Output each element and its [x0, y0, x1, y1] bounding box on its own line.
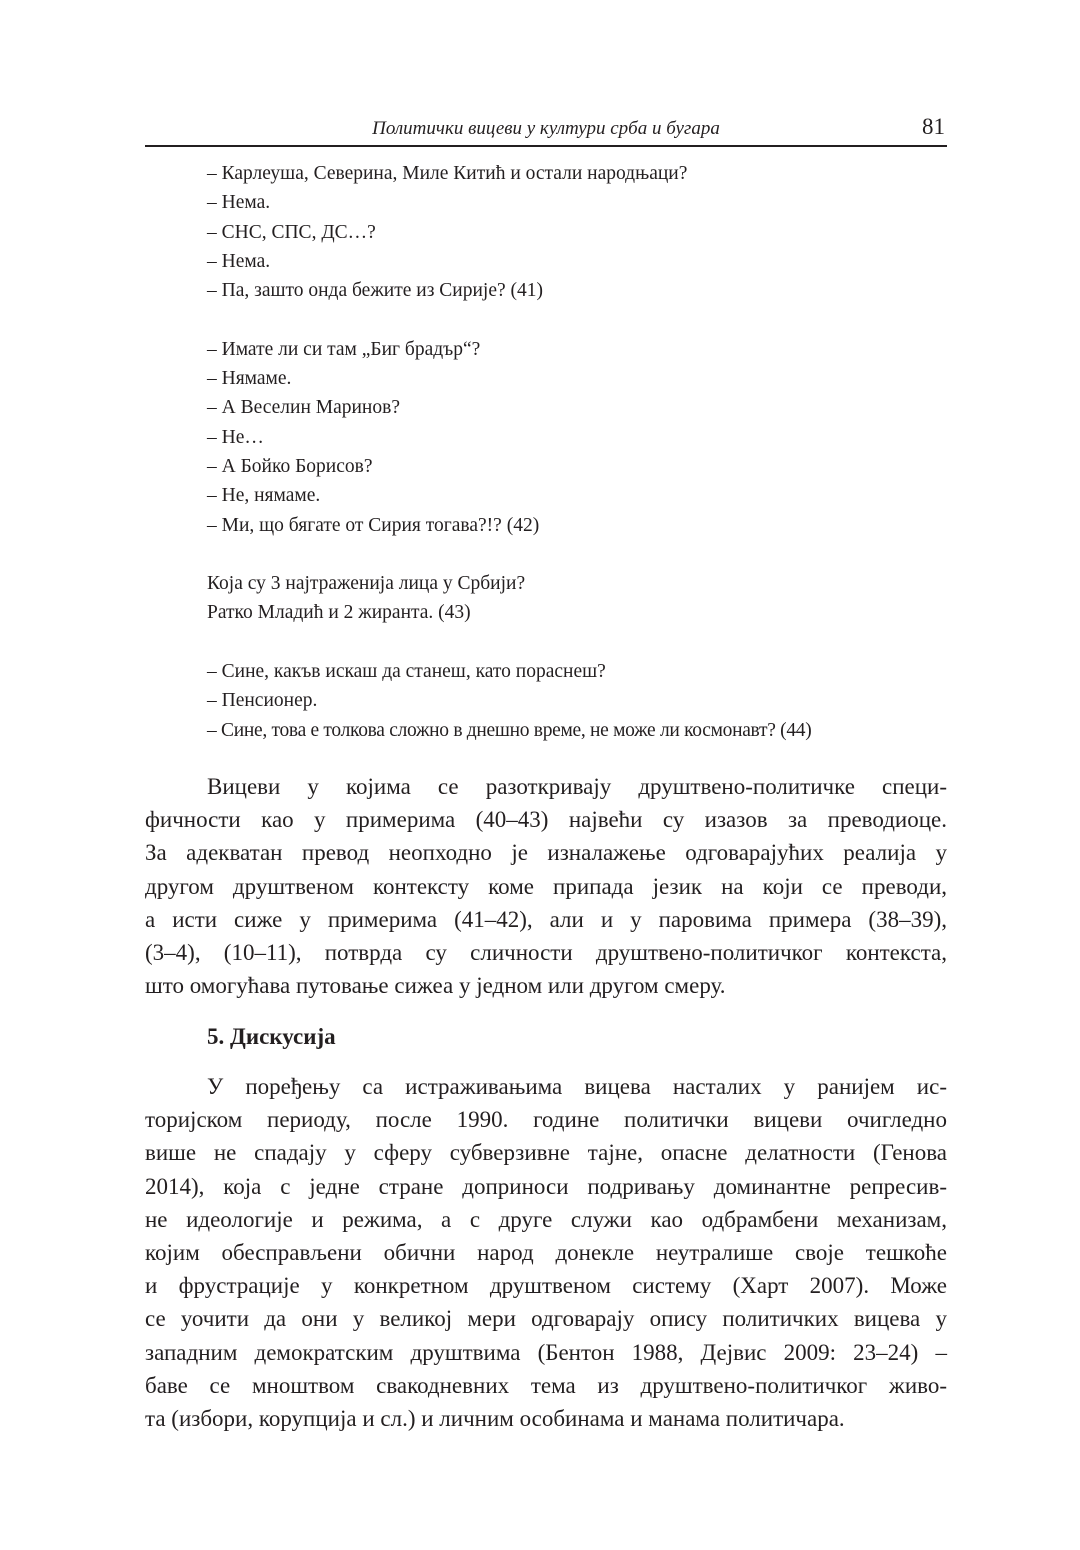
- paragraph-line: више не спадају у сферу субверзивне тајне, опасне делатности (Генова: [145, 1140, 947, 1166]
- paragraph-line: и фрустрације у конкретном друштвеном систему (Харт 2007). Може: [145, 1273, 947, 1299]
- paragraph-line: Вицеви у којима се разоткривају друштвено-политичке специ-: [207, 774, 947, 799]
- paragraph-line: а исти сиже у примерима (41–42), али и у паровима примера (38–39),: [145, 906, 947, 932]
- paragraph-line: баве се мноштвом свакодневних тема из друштвено-политичког живо-: [145, 1372, 947, 1398]
- joke-line: – А Веселин Маринов?: [207, 397, 400, 419]
- paragraph-line: За адекватан превод неопходно је изналажење одговарајућих реалија у: [145, 840, 947, 866]
- paragraph-line: западним демократским друштвима (Бентон 1988, Дејвис 2009: 23–24) –: [145, 1339, 947, 1365]
- paragraph-line: та (избори, корупција и сл.) и личним особинама и манама политичара.: [145, 1405, 845, 1431]
- paragraph-line: фичности као у примерима (40–43) највећи су изазов за преводиоце.: [145, 807, 947, 833]
- joke-line: – СНС, СПС, ДС…?: [207, 221, 376, 243]
- joke-line: – Нема.: [207, 250, 271, 272]
- joke-line: Која су 3 најтраженија лица у Србији?: [207, 573, 526, 595]
- joke-line: – Па, зашто онда бежите из Сирије? (41): [207, 280, 544, 302]
- joke-line: – Сине, това е толкова сложно в днешно време, не може ли космонавт? (44): [207, 719, 812, 741]
- joke-line: – А Бойко Борисов?: [207, 455, 373, 477]
- joke-spacer: [207, 628, 949, 657]
- paragraph-line: којим обесправљени обични народ донекле неутралише своје тешкоће: [145, 1239, 947, 1265]
- paragraph-line: другом друштвеном контексту коме припада језик на који се преводи,: [145, 873, 947, 899]
- paragraph-line: торијском периоду, после 1990. године политички вицеви очигледно: [145, 1107, 947, 1133]
- joke-line: – Нямаме.: [207, 368, 292, 390]
- paragraph-line: не идеологије и режима, а с друге служи као одбрамбени механизам,: [145, 1206, 947, 1232]
- paragraph-line: У поређењу са истраживањима вицева насталих у ранијем ис-: [207, 1074, 947, 1099]
- joke-line: Ратко Младић и 2 жиранта. (43): [207, 602, 471, 624]
- jokes-block: [207, 159, 949, 745]
- joke-spacer: [207, 540, 949, 569]
- joke-line: – Имате ли си там „Биг брадър“?: [207, 338, 481, 360]
- joke-line: – Нема.: [207, 192, 271, 214]
- paragraph-translation: [145, 770, 947, 1002]
- running-title: Политички вицеви у култури срба и бугара: [372, 118, 720, 139]
- section-heading: 5. Дискусија: [207, 1024, 336, 1049]
- joke-line: – Ми, що бягате от Сирия тогава?!? (42): [207, 514, 540, 536]
- running-header: [145, 116, 947, 144]
- paragraph-line: 2014), која с једне стране доприноси подривању доминантне репресив-: [145, 1173, 947, 1199]
- joke-spacer: [207, 305, 949, 334]
- joke-line: – Не, нямаме.: [207, 485, 321, 507]
- joke-line: – Пенсионер.: [207, 690, 318, 712]
- joke-line: – Карлеуша, Северина, Миле Китић и остали народњаци?: [207, 163, 688, 184]
- page-number: 81: [922, 114, 945, 139]
- joke-line: – Сине, какъв искаш да станеш, като пораснеш?: [207, 661, 606, 683]
- paragraph-discussion: [145, 1070, 947, 1435]
- header-rule: [145, 145, 947, 147]
- paragraph-line: што омогућава путовање сижеа у једном или другом смеру.: [145, 973, 726, 999]
- joke-line: – Не…: [207, 426, 264, 448]
- paragraph-line: (3–4), (10–11), потврда су сличности друштвено-политичког контекста,: [145, 939, 947, 965]
- paragraph-line: се уочити да они у великој мери одговарају опису политичких вицева у: [145, 1306, 947, 1332]
